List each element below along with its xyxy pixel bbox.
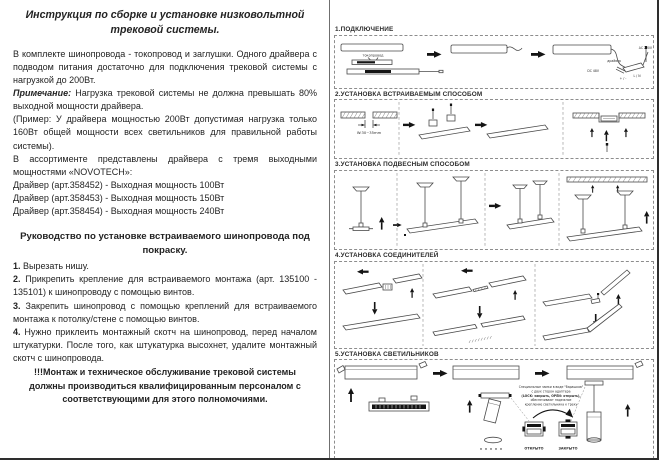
lock-note-line5: крепление светильника к треку	[524, 403, 578, 408]
recessed-cross-section-illustration	[573, 113, 645, 152]
spot-luminaire-illustration	[453, 366, 519, 450]
section-recessed-title: 2.УСТАНОВКА ВСТРАИВАЕМЫМ СПОСОБОМ	[335, 90, 483, 98]
section-connectors	[334, 252, 654, 349]
connectors-box	[334, 261, 654, 349]
example-paragraph: (Пример: У драйвера мощностью 200Вт допустимая нагрузка только 160Вт общей мощности всех светильников для правильной работы системы).	[13, 114, 317, 151]
note-label: Примечание:	[13, 88, 72, 99]
arrow-right-icon	[433, 370, 448, 377]
instructions-text-column	[0, 0, 330, 458]
warning-text: !!!Монтаж и техническое обслуживание трековой системы должны производиться квалифицированным персоналом с соответствующими для этого полномочиями.	[29, 367, 301, 405]
cutout-width-label: W:30~35mm	[356, 131, 382, 136]
ac-voltage-label: AC 220V	[638, 45, 652, 50]
closed-label: ЗАКРЫТО	[558, 446, 578, 451]
connection-diagram	[335, 36, 653, 88]
lock-note-line1: Специальные замки в виде "барашков"	[518, 385, 584, 390]
connection-diagram-box	[334, 35, 654, 89]
diagram-column	[330, 0, 657, 458]
luminaires-diagram	[335, 360, 653, 458]
step-4-number: 4.	[13, 326, 21, 337]
driver-label: драйвер	[607, 58, 621, 63]
arrow-right-icon	[535, 370, 550, 377]
step-3	[13, 300, 317, 326]
straight-connector-illustration	[343, 269, 422, 330]
suspended-mounting-box	[334, 170, 654, 250]
corner-connector-illustration	[543, 270, 630, 340]
assortment-paragraph: В ассортименте представлены драйвера с тремя выходными мощностями «NOVOTECH»:	[13, 153, 317, 177]
section-luminaires	[334, 351, 654, 460]
adapter-open-illustration	[522, 422, 545, 436]
step-2-number: 2.	[13, 274, 21, 285]
connectors-diagram	[335, 262, 653, 348]
track-with-conductor-illustration	[341, 44, 443, 74]
note-paragraph	[13, 87, 317, 113]
step-1-number: 1.	[13, 261, 21, 272]
step-3-number: 3.	[13, 300, 21, 311]
step-3-text: Закрепить шинопровод с помощью креплений для встраиваемого монтажа к потолку/стене с помощью винтов.	[13, 300, 317, 324]
arrow-right-icon	[475, 122, 487, 128]
driver-spec-240w: Драйвер (арт.358454) - Выходная мощность 240Вт	[13, 206, 225, 217]
section-suspended-title: 3.УСТАНОВКА ПОДВЕСНЫМ СПОСОБОМ	[335, 161, 470, 169]
track-to-driver-illustration	[553, 45, 653, 81]
single-pendant-illustration	[349, 187, 384, 231]
section-connection-title: 1.ПОДКЛЮЧЕНИЕ	[335, 26, 394, 33]
luminaires-box	[334, 359, 654, 459]
recessed-mounting-diagram	[335, 100, 653, 158]
flexible-connector-illustration	[433, 268, 526, 343]
polarity-label: + / -	[619, 76, 627, 81]
guide-title: Руководство по установке встраиваемого шинопровода под покраску.	[20, 231, 310, 257]
step-1-text: Вырезать нишу.	[20, 261, 89, 272]
intro-paragraph: В комплекте шинопровода - токопровод и заглушки. Одного драйвера с подводом питания достаточно для подключения трековой системы с нагрузкой до 200Вт.	[13, 48, 317, 85]
step-2-text: Прикрепить крепление для встраиваемого монтажа (арт. 135100 - 135101) к шинопроводу с помощью винтов.	[13, 274, 317, 298]
suspended-mounting-diagram	[335, 171, 653, 249]
step-4	[13, 326, 317, 365]
section-luminaires-title: 5.УСТАНОВКА СВЕТИЛЬНИКОВ	[335, 350, 439, 358]
track-with-clips-illustration	[419, 104, 470, 140]
arrow-right-icon	[489, 203, 501, 209]
step-4-text: Нужно приклеить монтажный скотч на шинопровод, перед началом штукатурки. После того, как штукатурка высохнет, удалите монтажный скотч с шинопровода.	[13, 326, 317, 364]
lock-note-line4: обеспечивают надежное	[530, 398, 572, 403]
section-recessed-mounting	[334, 91, 654, 160]
ceiling-cutout-illustration	[341, 112, 397, 135]
pendant-track-assembly-illustration	[393, 177, 478, 236]
linear-luminaire-illustration	[337, 362, 429, 412]
track-segment-illustration	[451, 45, 522, 53]
page-title: Инструкция по сборке и установке низковольтной трековой системы.	[25, 9, 305, 37]
adapter-locked-illustration	[559, 420, 577, 439]
driver-spec-100w: Драйвер (арт.358452) - Выходная мощность 100Вт	[13, 179, 225, 190]
note-text: Нагрузка трековой системы не должна превышать 80% выходной мощности драйвера.	[13, 88, 317, 112]
line-neutral-label: L / N	[633, 73, 641, 78]
lock-detail-illustration	[511, 385, 585, 451]
recessed-mounting-box	[334, 99, 654, 159]
arrow-right-icon	[403, 122, 415, 128]
dc-voltage-label: DC 48V	[587, 68, 599, 73]
assembled-track-illustration	[487, 125, 548, 138]
step-1	[13, 260, 317, 273]
section-connection	[334, 26, 654, 89]
pendant-luminaire-illustration	[567, 361, 643, 442]
step-2	[13, 273, 317, 299]
arrow-right-icon	[427, 51, 442, 58]
ceiling-mounted-pendant-illustration	[567, 177, 649, 241]
section-connectors-title: 4.УСТАНОВКА СОЕДИНИТЕЛЕЙ	[335, 252, 439, 260]
driver-spec-150w: Драйвер (арт.358453) - Выходная мощность 150Вт	[13, 193, 225, 204]
lock-note-line2: с двух сторон адаптера	[531, 389, 571, 394]
conductor-label: токопровод	[362, 53, 384, 58]
arrow-right-icon	[531, 51, 546, 58]
lock-note-line3: (LOCK: закрыть, OPEN: открыть),	[521, 394, 581, 399]
section-suspended-mounting	[334, 161, 654, 250]
open-label: ОТКРЫТО	[524, 446, 544, 451]
assembled-pendant-track-illustration	[507, 181, 554, 229]
